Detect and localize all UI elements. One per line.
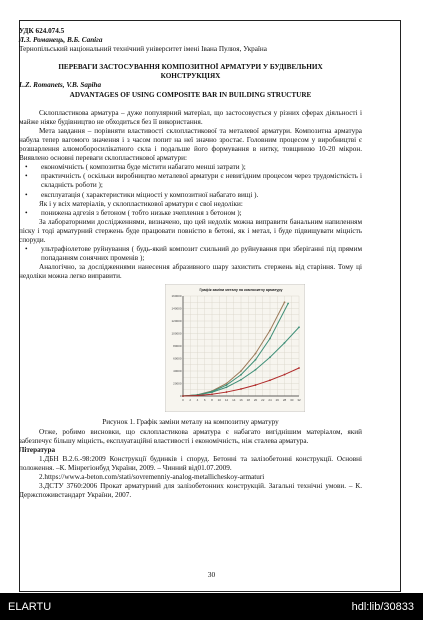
list-item: • понижена адгезія з бетоном ( тобто низьке зчеплення з бетоном ); <box>25 208 242 217</box>
x-tick-label: 26 <box>275 398 279 403</box>
series-point-3 <box>298 327 300 329</box>
reference-item: 2.https://www.a-beton.com/stati/sovremenniy-analog-metallicheskoy-armaturi <box>39 473 265 481</box>
paragraph-2: Мета завдання – порівняти властивості склопластикової та металевої арматури. Композитна арматура набула тепер вагомого значення і з часом попит на неї значно зростає. Головним процесом у виробництві є розшарлення алюмоборосилікатного скла і подальше його формування в нитку, товщиною 10-20 мікрон. Виявлено основні переваги склопластикової арматури: <box>19 126 362 163</box>
reference-item: 1.ДБН В.2.6.-98:2009 Конструкції будинків і споруд. Бетонні та залізобетонні конструкції. Основні положення. –К. Мінрегіонбуд України, 2009. – Чинний від01.07.2009. <box>19 454 362 472</box>
series-point-2 <box>269 338 271 340</box>
y-tick-label: 160000 <box>171 294 182 299</box>
title-ua: ПЕРЕВАГИ ЗАСТОСУВАННЯ КОМПОЗИТНОЇ АРМАТУРИ У БУДІВЕЛЬНИХ КОНСТРУКЦІЯХ <box>58 63 323 81</box>
advantages-list <box>19 163 362 199</box>
x-tick-label: 20 <box>253 398 258 403</box>
paragraph-4: За лабораторними дослідженнями, визначено, що цей недолік можна виправити банальним напиленням піску і тоді арматурний стержень буде працювати повністю в бетоні, як і метал, і буде підвищувати міцність споруди. <box>19 217 362 244</box>
x-tick-label: 0 <box>182 398 184 403</box>
x-tick-label: 14 <box>232 398 236 403</box>
x-tick-label: 8 <box>211 398 213 403</box>
paragraph-5: Аналогічно, за дослідженнями нанесення абразивного шару захистить стержень від старіння. Тому ці недоліки можна легко виправити. <box>19 263 362 281</box>
bullet-icon: • <box>25 172 28 181</box>
series-point-2 <box>226 385 228 387</box>
footer-left: ELARTU <box>8 601 52 613</box>
title-en: ADVANTAGES OF USING COMPOSITE BAR IN BUILDING STRUCTURE <box>69 90 312 99</box>
series-point-4 <box>197 395 199 397</box>
figure-caption: Рисунок 1. Графік заміни металу на композитну арматуру <box>102 418 279 427</box>
series-point-3 <box>226 387 228 389</box>
y-tick-label: 40000 <box>173 369 182 374</box>
authors-en: L.Z. Romanets, V.B. Sapiha <box>19 81 102 90</box>
paragraph-3: Як і у всіх матеріалів, у склопластикової арматури є свої недоліки: <box>39 199 243 208</box>
series-point-3 <box>269 357 271 359</box>
y-tick-label: 100000 <box>171 331 182 336</box>
list-item: • ультрафіолетове руйнування ( будь-який композит схильний до руйнування при зберіганні під прямим попаданням сонячних променів ); <box>25 245 362 263</box>
y-tick-label: 0 <box>179 394 182 399</box>
reference-item: 3.ДСТУ 3760:2006 Прокат арматурний для залізобетонних конструкцій. Загальні технічні умови. – К. Держспоживстандарт України, 2007. <box>19 482 362 500</box>
series-point-2 <box>287 303 289 305</box>
x-tick-label: 16 <box>239 398 243 403</box>
figure-1 <box>19 284 362 416</box>
series-point-4 <box>284 374 286 376</box>
disadvantages-list-1 <box>19 209 362 218</box>
series-point-4 <box>255 385 257 387</box>
x-tick-label: 12 <box>224 398 229 403</box>
series-point-2 <box>255 359 257 361</box>
series-point-4 <box>211 394 213 396</box>
list-item: • практичність ( оскільки виробництво металевої арматури є невигідним процесом через трудомісткість і складність роботи ); <box>25 172 362 190</box>
y-tick-label: 60000 <box>173 356 182 361</box>
series-point-3 <box>211 392 213 394</box>
disadvantages-list-2 <box>19 245 362 263</box>
y-tick-label: 140000 <box>171 306 182 311</box>
authors-ua: Л.З. Романець, В.Б. Сапіга <box>19 36 103 45</box>
series-point-3 <box>255 369 257 371</box>
series-point-2 <box>240 374 242 376</box>
y-tick-label: 80000 <box>173 344 182 349</box>
series-point-3 <box>240 379 242 381</box>
paragraph-6: Отже, робимо висновки, що склопластикова арматура є набагато вигіднішим матеріалом, який забезпечує більшу міцність, експлуатаційні властивості і економічність, ніж сталева арматура. <box>19 427 362 445</box>
footer-bar <box>0 593 423 620</box>
series-point-1 <box>269 330 271 332</box>
x-tick-label: 10 <box>217 398 221 403</box>
paragraph-1: Склопластикова арматура – дуже популярний матеріал, що застосовується у різних сферах діяльності і майже ніяке будівництво не обходиться без її використання. <box>19 108 362 126</box>
bullet-icon: • <box>25 208 28 217</box>
udc-code: УДК 624.074.5 <box>19 27 65 35</box>
y-tick-label: 20000 <box>173 381 182 386</box>
series-point-1 <box>284 302 286 304</box>
x-tick-label: 2 <box>189 398 192 403</box>
x-tick-label: 32 <box>297 398 301 403</box>
series-point-4 <box>226 392 228 394</box>
bullet-icon: • <box>25 190 28 199</box>
series-point-1 <box>255 353 257 355</box>
affiliation: Тернопільський національний технічний університет імені Івана Пулюя, Україна <box>19 45 267 54</box>
list-item: • експлуатація ( характеристики міцності у композитної набагато вищі ). <box>25 190 259 199</box>
y-tick-label: 120000 <box>171 319 182 324</box>
x-tick-label: 28 <box>282 398 287 403</box>
x-tick-label: 6 <box>203 398 206 403</box>
footer-right: hdl:lib/30833 <box>351 601 414 613</box>
page-number: 30 <box>207 570 216 579</box>
references-heading: Література <box>19 445 56 454</box>
bullet-icon: • <box>25 245 28 254</box>
chart <box>165 284 305 412</box>
series-point-4 <box>298 368 300 370</box>
series-point-4 <box>179 394 184 399</box>
bullet-icon: • <box>25 163 28 172</box>
series-point-1 <box>240 371 242 373</box>
chart-title: Графік заміни металу на композитну арматуру <box>199 288 283 293</box>
x-tick-label: 22 <box>261 398 265 403</box>
x-tick-label: 18 <box>246 398 250 403</box>
series-point-3 <box>284 342 286 344</box>
series-point-4 <box>269 380 271 382</box>
x-tick-label: 24 <box>268 398 272 403</box>
x-tick-label: 30 <box>290 398 294 403</box>
references <box>19 446 362 501</box>
series-point-4 <box>240 389 242 391</box>
list-item: • економічність ( композитна буде містити набагато менші затрати ); <box>25 163 246 172</box>
x-tick-label: 4 <box>196 398 199 403</box>
article <box>19 25 362 500</box>
